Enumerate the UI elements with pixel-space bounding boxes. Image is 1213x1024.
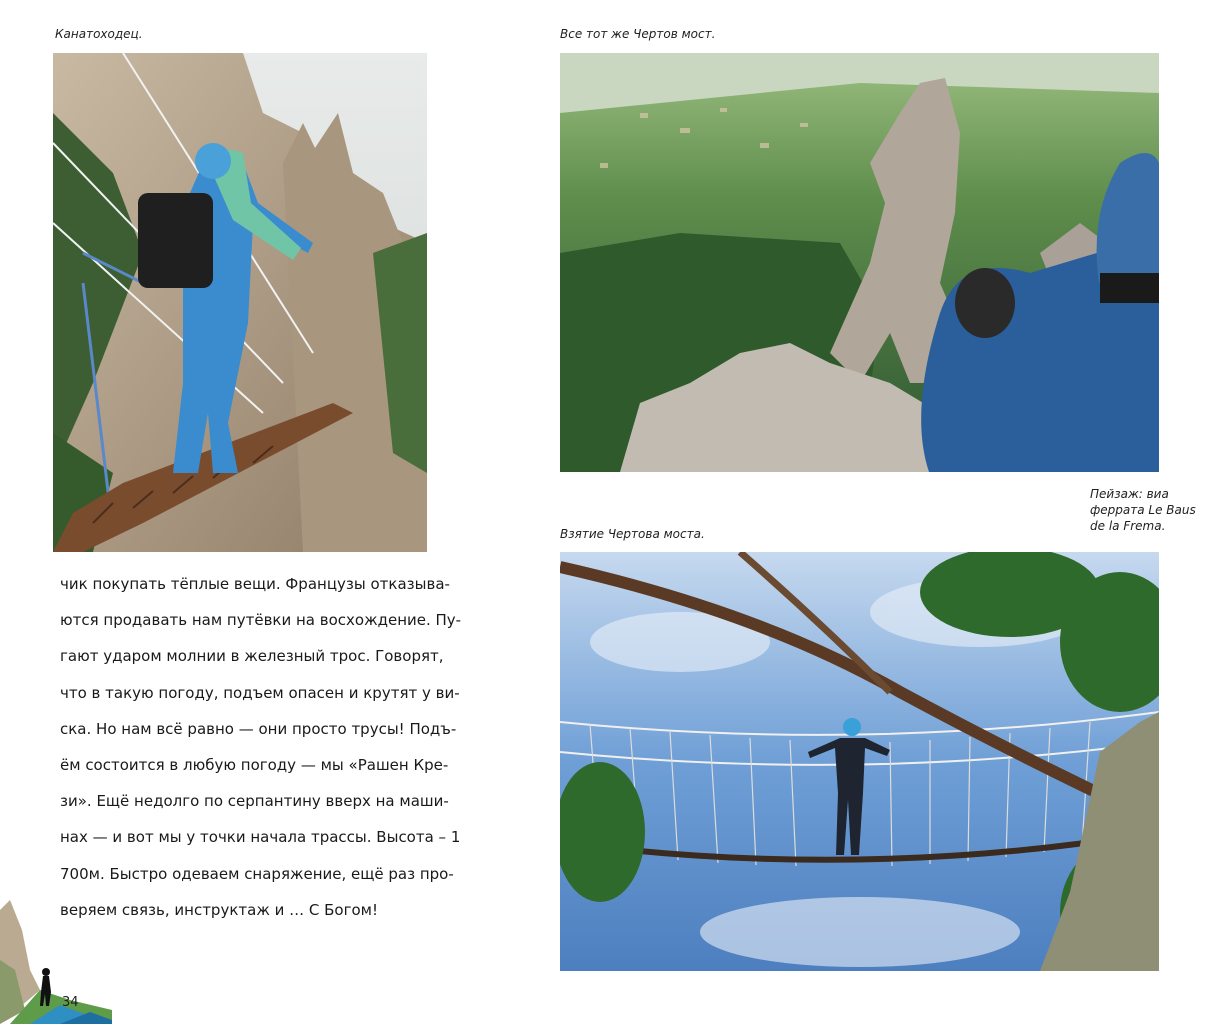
side-caption-line: Пейзаж: виа bbox=[1090, 487, 1169, 501]
hiker-on-rope-bridge-photo bbox=[53, 53, 427, 552]
body-line: что в такую погоду, подъем опасен и крутят у ви- bbox=[60, 683, 460, 702]
body-line: зи». Ещё недолго по серпантину вверх на маши- bbox=[60, 792, 449, 811]
valley-rock-spire-photo bbox=[560, 53, 1159, 472]
top-right-photo-caption: Все тот же Чертов мост. bbox=[560, 27, 716, 41]
mountain-climber-decoration-icon bbox=[0, 900, 112, 1024]
side-caption-line: феррата Le Baus bbox=[1090, 503, 1196, 517]
body-text bbox=[60, 566, 462, 928]
body-line: ются продавать нам путёвки на восхождение. Пу- bbox=[60, 611, 462, 630]
side-caption-line: de la Frema. bbox=[1090, 519, 1166, 533]
body-line: нах — и вот мы у точки начала трассы. Высота – 1 bbox=[60, 828, 461, 847]
body-line: веряем связь, инструктаж и … С Богом! bbox=[60, 900, 378, 919]
bottom-right-photo-caption: Взятие Чертова моста. bbox=[560, 527, 705, 541]
left-photo-caption: Канатоходец. bbox=[55, 27, 143, 41]
page-number: 34 bbox=[62, 995, 79, 1010]
body-line: 700м. Быстро одеваем снаряжение, ещё раз про- bbox=[60, 864, 454, 883]
body-line: ём состоится в любую погоду — мы «Рашен Кре- bbox=[60, 756, 449, 775]
landscape-side-caption bbox=[1090, 486, 1202, 534]
body-line: гают ударом молнии в железный трос. Говорят, bbox=[60, 647, 444, 666]
body-line: ска. Но нам всё равно — они просто трусы! Подъ- bbox=[60, 719, 457, 738]
suspension-bridge-sky-photo bbox=[560, 552, 1159, 971]
body-line: чик покупать тёплые вещи. Французы отказыва- bbox=[60, 575, 450, 593]
